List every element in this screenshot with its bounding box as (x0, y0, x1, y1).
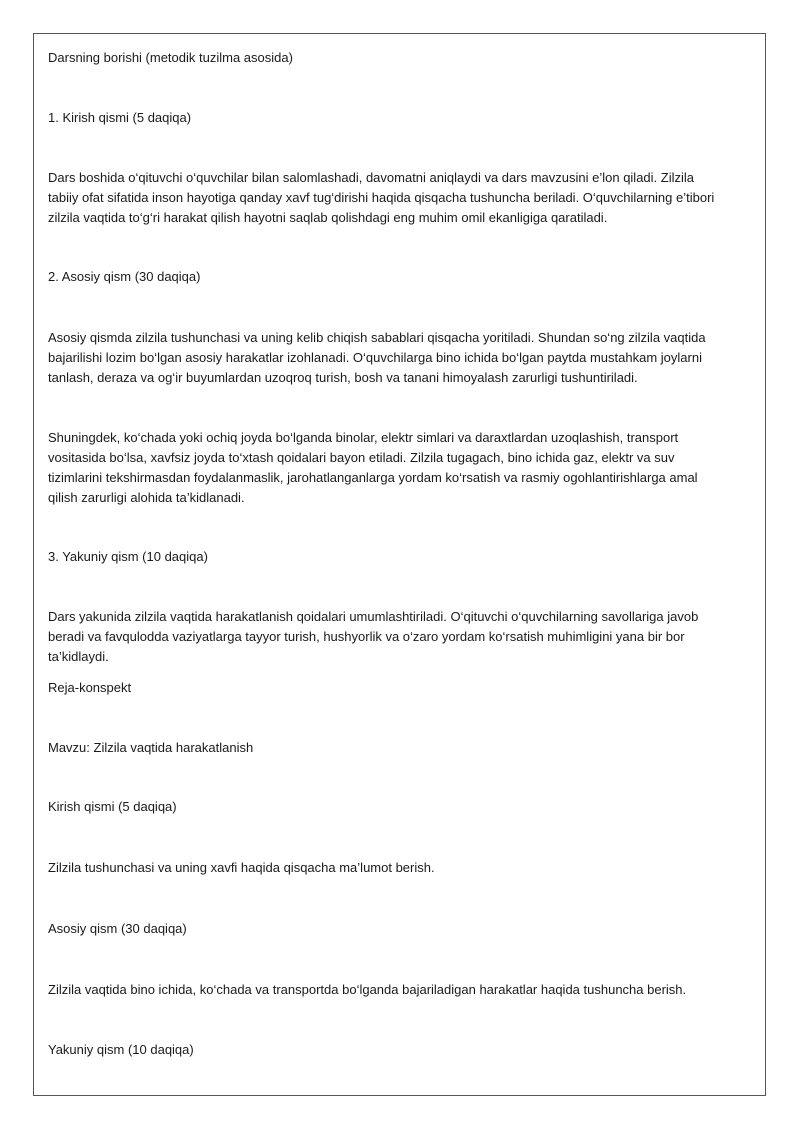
plan-intro-title: Kirish qismi (5 daqiqa) (48, 799, 177, 814)
plan-title: Reja-konspekt (48, 680, 132, 695)
section-2-paragraph-2-line: vositasida bo‘lsa, xavfsiz joyda to‘xtash qoidalari bayon etiladi. Zilzila tugagach, bino ichida gaz, elektr va suv (48, 450, 675, 465)
section-3-paragraph-line: ta’kidlaydi. (48, 649, 109, 664)
section-2-title: 2. Asosiy qism (30 daqiqa) (48, 269, 201, 284)
section-1-title: 1. Kirish qismi (5 daqiqa) (48, 110, 192, 125)
section-2-paragraph-1-line: Asosiy qismda zilzila tushunchasi va uning kelib chiqish sabablari qisqacha yoritiladi. Shundan so‘ng zilzila vaqtida (48, 330, 706, 345)
section-1-paragraph-line: Dars boshida o‘qituvchi o‘quvchilar bilan salomlashadi, davomatni aniqlaydi va dars mavzusini e’lon qiladi. Zilzila (48, 170, 694, 185)
plan-intro-text: Zilzila tushunchasi va uning xavfi haqida qisqacha ma’lumot berish. (48, 860, 435, 875)
section-3-paragraph-line: beradi va favqulodda vaziyatlarga tayyor turish, hushyorlik va o‘zaro yordam ko‘rsatish muhimligini yana bir bor (48, 629, 685, 644)
plan-main-title: Asosiy qism (30 daqiqa) (48, 921, 187, 936)
section-3-paragraph-line: Dars yakunida zilzila vaqtida harakatlanish qoidalari umumlashtiriladi. O‘qituvchi o‘quvchilarning savollariga javob (48, 609, 699, 624)
section-2-paragraph-1-line: bajarilishi lozim bo‘lgan asosiy harakatlar izohlanadi. O‘quvchilarga bino ichida bo‘lgan paytda mustahkam joylarni (48, 350, 702, 365)
section-2-paragraph-2-line: Shuningdek, ko‘chada yoki ochiq joyda bo‘lganda binolar, elektr simlari va daraxtlardan uzoqlashish, transport (48, 430, 679, 445)
section-1-paragraph-line: tabiiy ofat sifatida inson hayotiga qanday xavf tug‘dirishi haqida qisqacha tushuncha beriladi. O‘quvchilarning e’tibori (48, 190, 715, 205)
plan-final-title: Yakuniy qism (10 daqiqa) (48, 1042, 194, 1057)
section-2-paragraph-1-line: tanlash, deraza va og‘ir buyumlardan uzoqroq turish, bosh va tanani himoyalash zarurligi tushuntiriladi. (48, 370, 638, 385)
section-1-paragraph-line: zilzila vaqtida to‘g‘ri harakat qilish hayotni saqlab qolishdagi eng muhim omil ekanligiga qaratiladi. (48, 210, 608, 225)
section-2-paragraph-2-line: tizimlarini tekshirmasdan foydalanmaslik, jarohatlanganlarga yordam ko‘rsatish va rasmiy ogohlantirishlarga amal (48, 470, 698, 485)
plan-main-text: Zilzila vaqtida bino ichida, ko‘chada va transportda bo‘lganda bajariladigan harakatlar haqida tushuncha berish. (48, 982, 687, 997)
section-3-title: 3. Yakuniy qism (10 daqiqa) (48, 549, 208, 564)
section-2-paragraph-2-line: qilish zarurligi alohida ta’kidlanadi. (48, 490, 245, 505)
document-heading: Darsning borishi (metodik tuzilma asosida) (48, 50, 293, 65)
plan-topic: Mavzu: Zilzila vaqtida harakatlanish (48, 740, 254, 755)
